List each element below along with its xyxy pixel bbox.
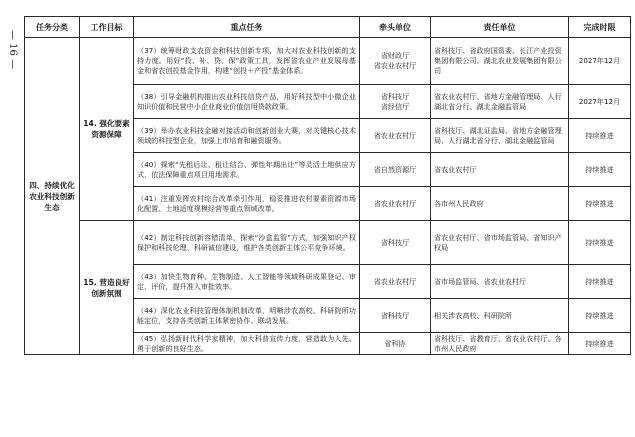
responsible-unit-cell: 省农业农村厅 — [431, 153, 569, 187]
goal-cell: 14. 强化要素资源保障 — [80, 38, 134, 221]
deadline-cell: 持续推进 — [569, 221, 631, 265]
lead-unit-cell: 省科技厅 — [360, 299, 431, 333]
header-lead-unit: 牵头单位 — [360, 17, 431, 38]
task-cell: （43）加快生物育种、生物制造、人工智能等领域科研成果登记、审定、评价，提升准入审批效率。 — [134, 265, 360, 299]
task-cell: （40）探索“先租后让、租让结合、弹性年期出让”等灵活土地供应方式，依法保障重点项目用地需求。 — [134, 153, 360, 187]
deadline-cell: 2027年12月 — [569, 85, 631, 119]
header-deadline: 完成时限 — [569, 17, 631, 38]
lead-unit-cell: 省科协 — [360, 333, 431, 355]
task-cell: （38）引导金融机构推出农业科技信贷产品，用好科技型中小微企业知识价值和民营中小企业商业价值信用贷款政策。 — [134, 85, 360, 119]
header-responsible-unit: 责任单位 — [431, 17, 569, 38]
lead-unit-cell: 省自然资源厅 — [360, 153, 431, 187]
deadline-cell: 持续推进 — [569, 299, 631, 333]
deadline-cell: 持续推进 — [569, 265, 631, 299]
deadline-cell: 持续推进 — [569, 333, 631, 355]
lead-unit-cell: 省科技厅 省经信厅 — [360, 85, 431, 119]
deadline-cell: 持续推进 — [569, 187, 631, 221]
task-table — [24, 16, 631, 355]
lead-unit-cell: 省农业农村厅 — [360, 265, 431, 299]
deadline-cell: 持续推进 — [569, 153, 631, 187]
lead-unit-cell: 省科技厅 — [360, 221, 431, 265]
lead-unit-cell: 省财政厅 省农业农村厅 — [360, 38, 431, 85]
task-cell: （45）弘扬新时代科学家精神，加大科普宣传力度，营造敢为人先、勇于创新的良好生态。 — [134, 333, 360, 355]
header-task: 重点任务 — [134, 17, 360, 38]
responsible-unit-cell: 省市场监管局、省农业农村厅 — [431, 265, 569, 299]
responsible-unit-cell: 省科技厅、湖北证监局、省地方金融管理局、人行湖北省分行、湖北金融监管局 — [431, 119, 569, 153]
goal-cell: 15. 营造良好创新氛围 — [80, 221, 134, 355]
header-category: 任务分类 — [25, 17, 80, 38]
responsible-unit-cell: 省科技厅、省政府国资委、长江产业投资集团有限公司、湖北农业发展集团有限公司 — [431, 38, 569, 85]
task-cell: （44）深化农业科技管理体制机制改革，明晰涉农高校、科研院所功能定位，支持各类创新主体紧密协作、联动发展。 — [134, 299, 360, 333]
category-cell: 四、持续优化农业科技创新生态 — [25, 38, 80, 355]
table-header-row — [25, 17, 631, 38]
responsible-unit-cell: 各市州人民政府 — [431, 187, 569, 221]
task-cell: （41）注重发挥农村综合改革牵引作用，稳妥推进农村要素资源市场化配置、土地适度规模经营等重点领域改革。 — [134, 187, 360, 221]
task-cell: （37）统筹财政支农资金和科技创新专项，加大对农业科技创新的支持力度。用好“投、补、贷、保”政策工具，发挥省农业产业发展母基金和省农创投基金作用，构建“创投＋产投”基金体系。 — [134, 38, 360, 85]
responsible-unit-cell: 相关涉农高校、科研院所 — [431, 299, 569, 333]
responsible-unit-cell: 省科技厅、省教育厅、省农业农村厅、各市州人民政府 — [431, 333, 569, 355]
deadline-cell: 持续推进 — [569, 119, 631, 153]
table-row — [25, 221, 631, 265]
deadline-cell: 2027年12月 — [569, 38, 631, 85]
page-number: — 16 — — [7, 30, 18, 70]
task-cell: （39）举办农业科技金融对接活动和创新创业大赛，对关键核心技术领域的科技型企业，加强上市培育和融资服务。 — [134, 119, 360, 153]
responsible-unit-cell: 省农业农村厅、省市场监管局、省知识产权局 — [431, 221, 569, 265]
lead-unit-cell: 省农业农村厅 — [360, 119, 431, 153]
lead-unit-cell: 省农业农村厅 — [360, 187, 431, 221]
header-goal: 工作目标 — [80, 17, 134, 38]
task-cell: （42）制定科技创新容错清单，探索“沙盒监管”方式，加强知识产权保护和科技伦理、科研诚信建设，维护各类创新主体公平竞争环境。 — [134, 221, 360, 265]
responsible-unit-cell: 省农业农村厅、省地方金融管理局、人行湖北省分行、湖北金融监管局 — [431, 85, 569, 119]
table-row — [25, 38, 631, 85]
